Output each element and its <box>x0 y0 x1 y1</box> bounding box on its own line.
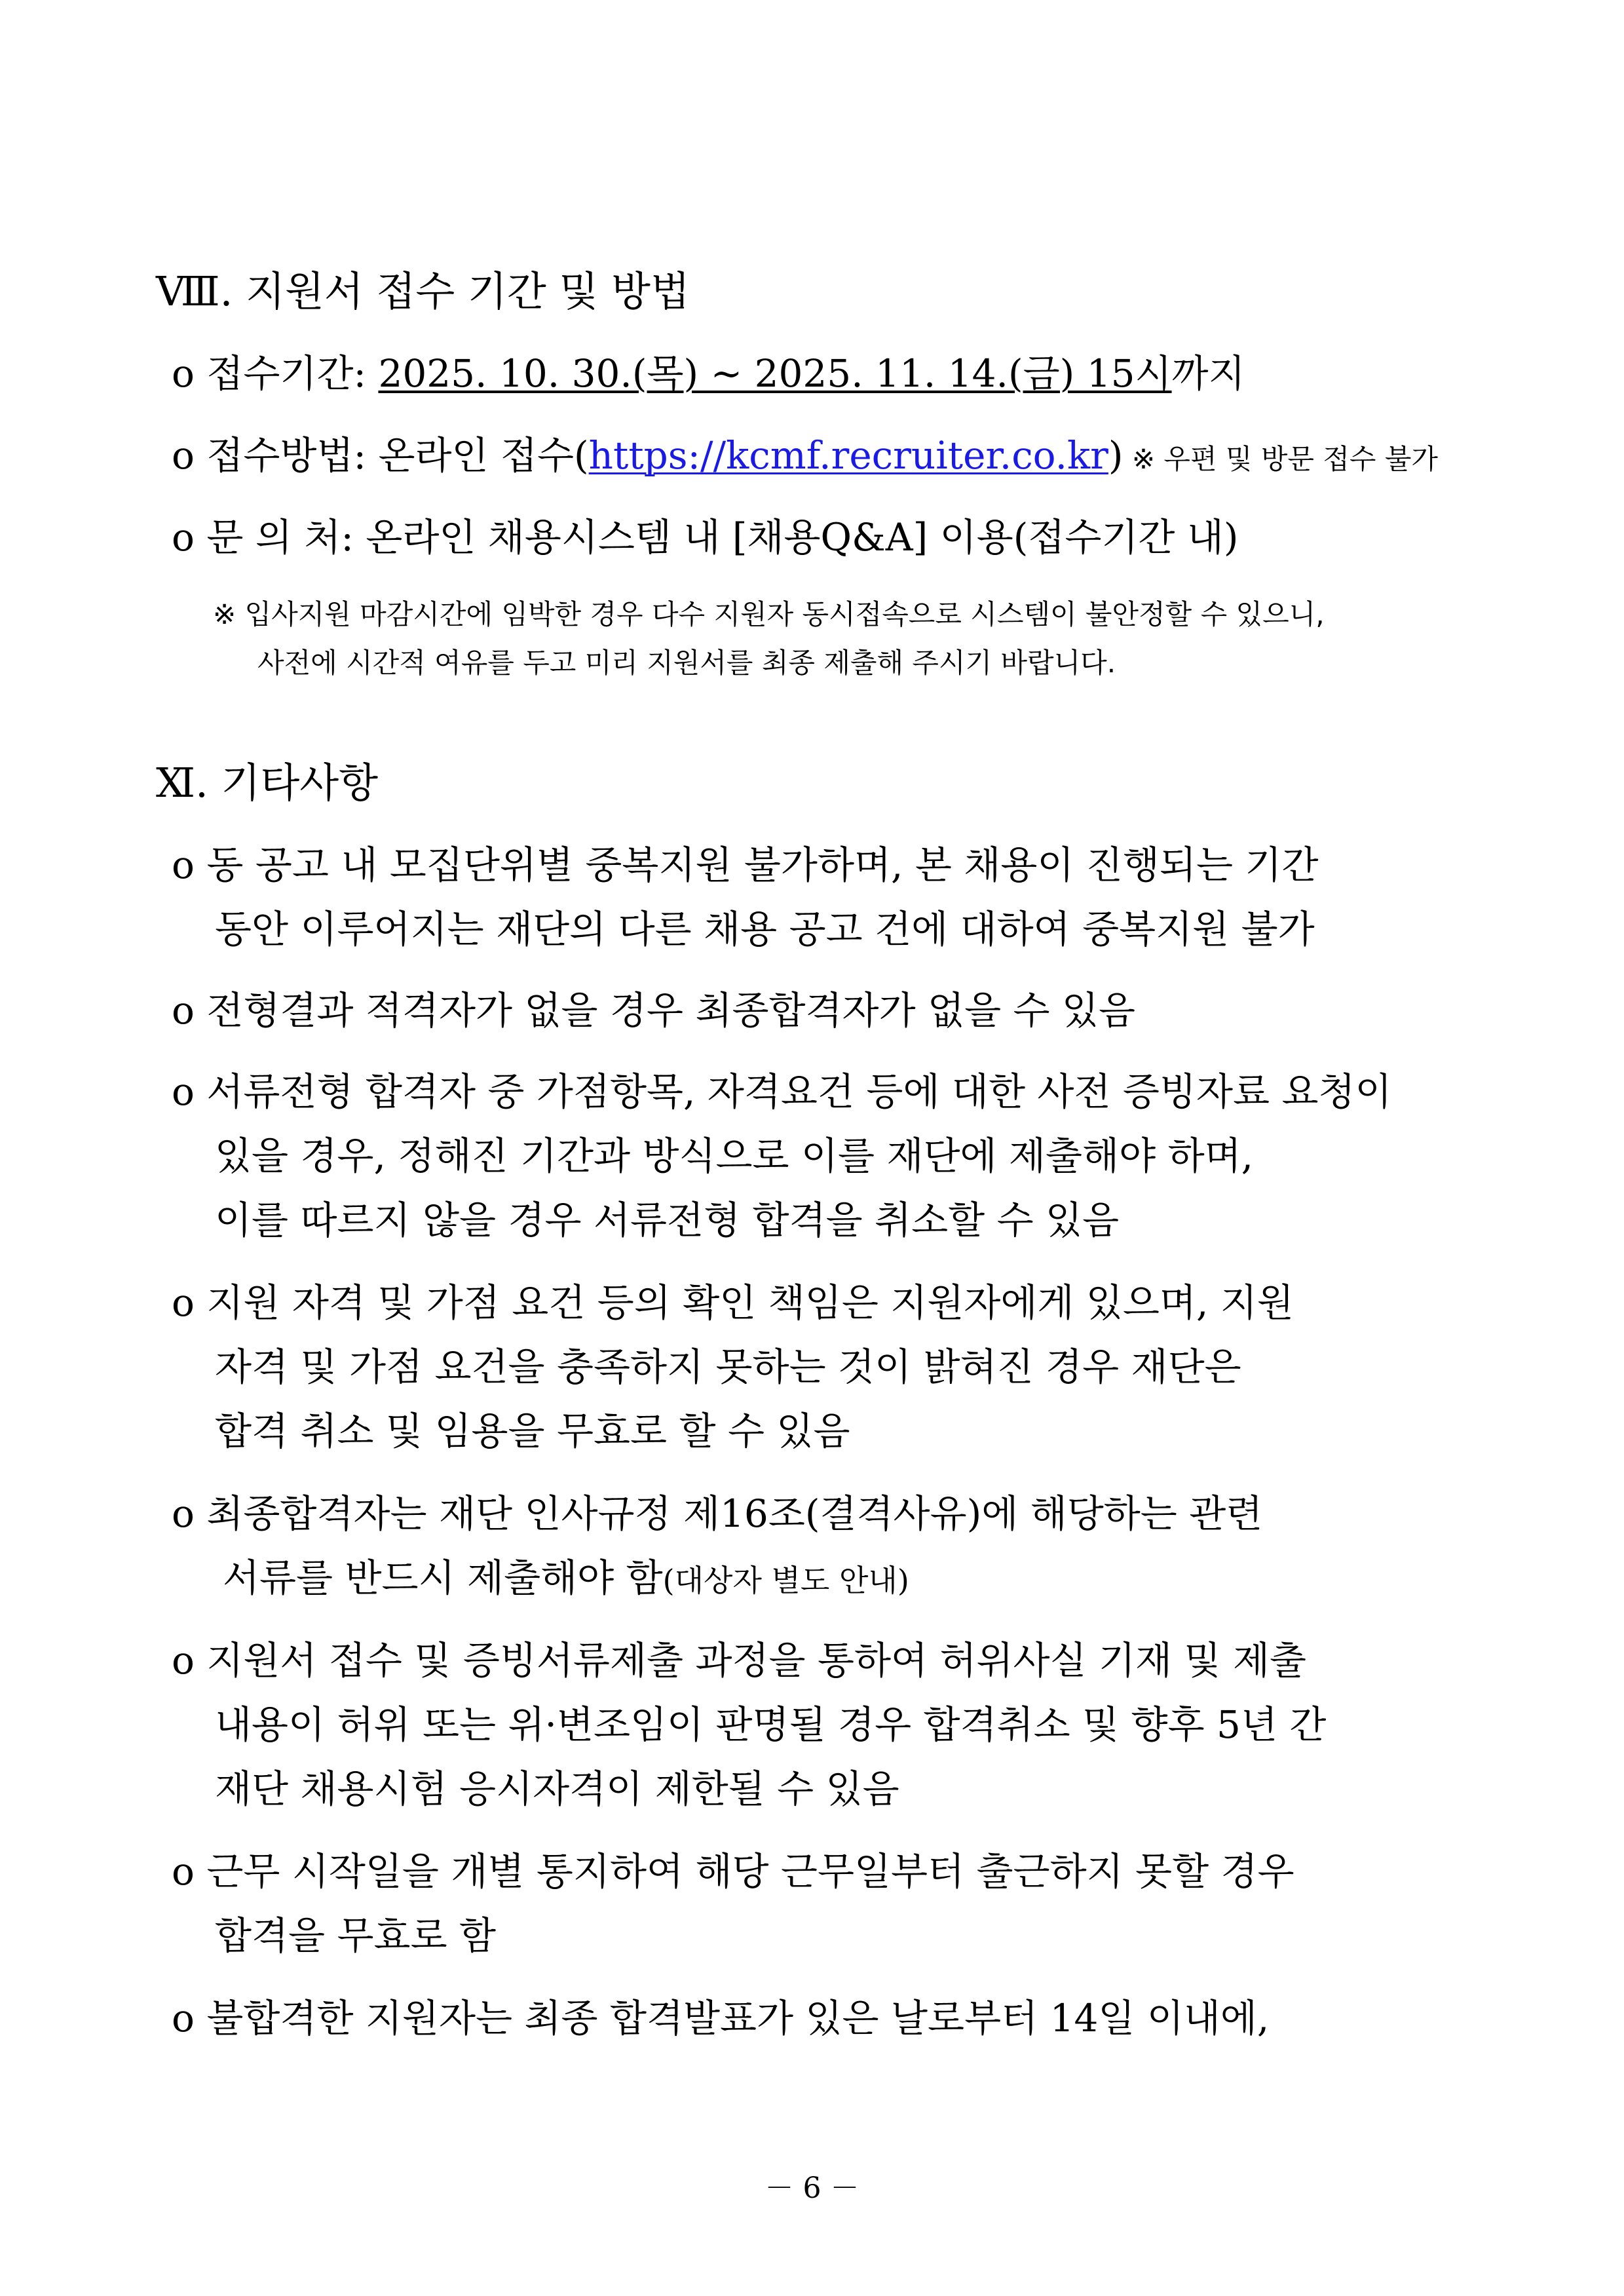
recruiter-link[interactable]: https://kcmf.recruiter.co.kr <box>588 433 1108 478</box>
list-item-line: 내용이 허위 또는 위·변조임이 판명될 경우 합격취소 및 향후 5년 간 <box>215 1702 1327 1747</box>
period-label: o 접수기간: <box>172 351 379 396</box>
list-item-line: 합격을 무효로 함 <box>215 1913 497 1958</box>
method-close: ) <box>1108 433 1124 478</box>
section-11-heading: Ⅺ. 기타사항 <box>156 759 379 807</box>
list-item-line: 재단 채용시험 응시자격이 제한될 수 있음 <box>215 1767 899 1811</box>
section-8-heading: Ⅷ. 지원서 접수 기간 및 방법 <box>156 267 690 315</box>
list-item-line: 합격 취소 및 임용을 무효로 할 수 있음 <box>215 1409 850 1453</box>
period-value: 2025. 10. 30.(목) ~ 2025. 11. 14.(금) 15시 <box>378 351 1172 396</box>
list-item-line: o 전형결과 적격자가 없을 경우 최종합격자가 없을 수 있음 <box>172 988 1136 1033</box>
application-method <box>172 429 1438 486</box>
page-number: － 6 － <box>765 2172 859 2205</box>
list-item-line: o 동 공고 내 모집단위별 중복지원 불가하며, 본 채용이 진행되는 기간 <box>172 843 1319 887</box>
list-item-line: 이를 따르지 않을 경우 서류전형 합격을 취소할 수 있음 <box>215 1198 1120 1242</box>
list-item-line: o 서류전형 합격자 중 가점항목, 자격요건 등에 대한 사전 증빙자료 요청이 <box>172 1069 1392 1114</box>
method-note: ※ 우편 및 방문 접수 불가 <box>1123 443 1438 475</box>
list-item-note: (대상자 별도 안내) <box>662 1563 909 1598</box>
inquiry-line: o 문 의 처: 온라인 채용시스템 내 [채용Q&A] 이용(접수기간 내) <box>172 515 1239 560</box>
list-item-line: o 근무 시작일을 개별 통지하여 해당 근무일부터 출근하지 못할 경우 <box>172 1849 1294 1894</box>
list-item-line: o 최종합격자는 재단 인사규정 제16조(결격사유)에 해당하는 관련 <box>172 1491 1263 1536</box>
method-label: o 접수방법: 온라인 접수( <box>172 433 589 478</box>
list-item-line: o 지원서 접수 및 증빙서류제출 과정을 통하여 허위사실 기재 및 제출 <box>172 1638 1307 1683</box>
list-item-line: o 불합격한 지원자는 최종 합격발표가 있은 날로부터 14일 이내에, <box>172 1996 1270 2040</box>
application-period <box>172 347 1245 400</box>
notice-line-1: ※ 입사지원 마감시간에 임박한 경우 다수 지원자 동시접속으로 시스템이 불안정할 수 있으니, <box>213 598 1325 630</box>
list-item-line: 자격 및 가점 요건을 충족하지 못하는 것이 밝혀진 경우 재단은 <box>215 1345 1241 1389</box>
list-item-line: 동안 이루어지는 재단의 다른 채용 공고 건에 대하여 중복지원 불가 <box>215 907 1315 951</box>
list-item-line <box>223 1552 909 1607</box>
list-item-text: 서류를 반드시 제출해야 함 <box>223 1556 663 1600</box>
notice-line-2: 사전에 시간적 여유를 두고 미리 지원서를 최종 제출해 주시기 바랍니다. <box>257 647 1116 679</box>
list-item-line: o 지원 자격 및 가점 요건 등의 확인 책임은 지원자에게 있으며, 지원 <box>172 1280 1294 1325</box>
list-item-line: 있을 경우, 정해진 기간과 방식으로 이를 재단에 제출해야 하며, <box>215 1134 1254 1178</box>
period-suffix: 까지 <box>1171 351 1245 396</box>
